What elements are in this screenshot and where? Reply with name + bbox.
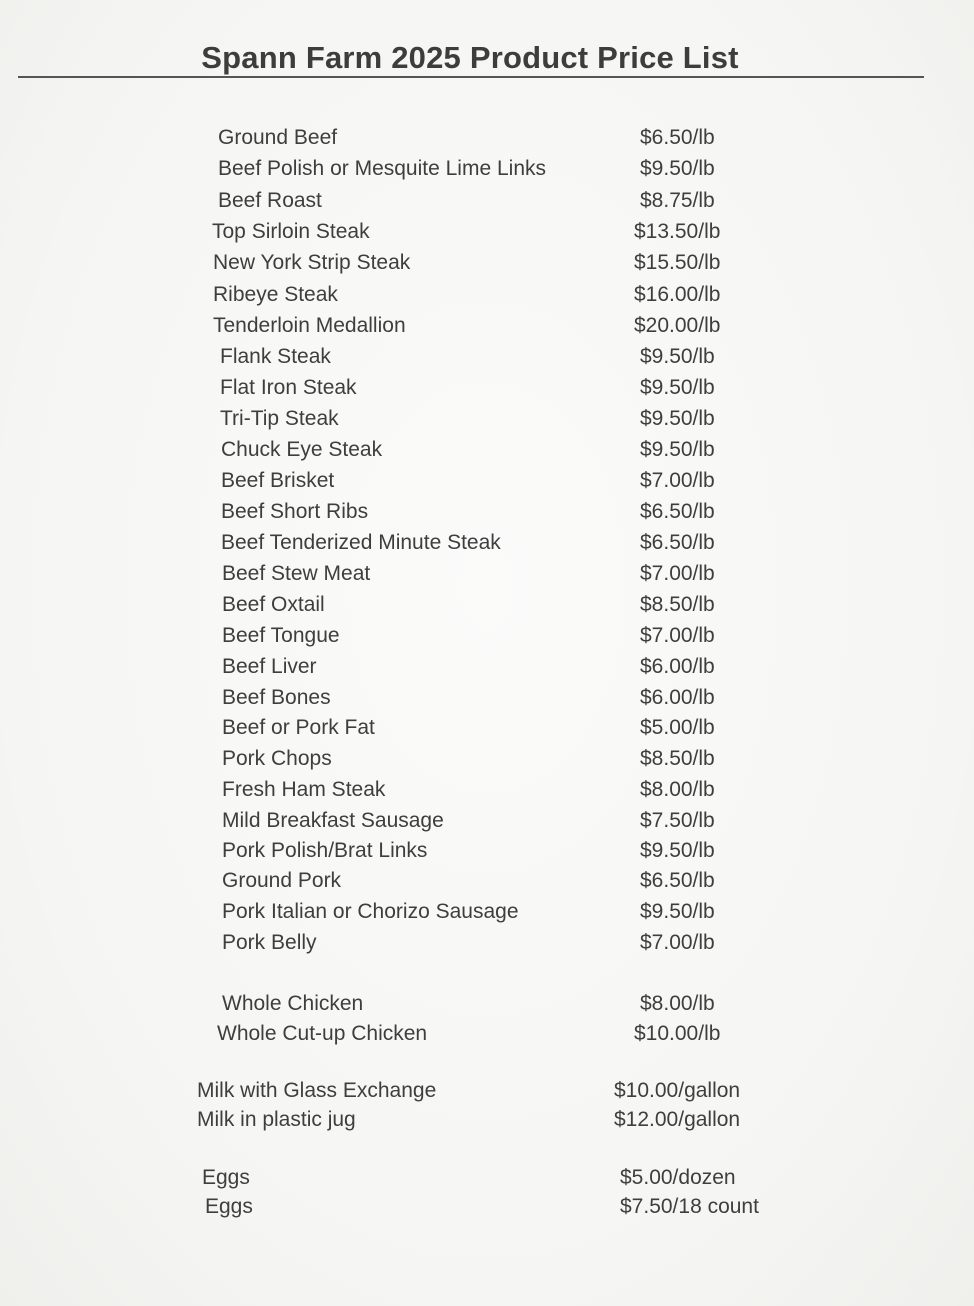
- list-item: [0, 867, 974, 895]
- list-item: [0, 218, 974, 246]
- list-item: [0, 1077, 974, 1105]
- product-price: $20.00/lb: [634, 314, 721, 337]
- list-item: [0, 622, 974, 650]
- list-item: [0, 124, 974, 152]
- product-price: $8.00/lb: [640, 778, 715, 801]
- product-price: $9.50/lb: [640, 407, 715, 430]
- product-name: Ground Beef: [218, 126, 338, 149]
- product-name: Pork Belly: [222, 931, 317, 954]
- product-price: $6.50/lb: [640, 869, 715, 892]
- product-price: $16.00/lb: [634, 283, 721, 306]
- product-price: $15.50/lb: [634, 251, 721, 274]
- product-name: Beef Bones: [222, 686, 331, 709]
- product-price: $7.00/lb: [640, 469, 715, 492]
- list-item: [0, 560, 974, 588]
- list-item: [0, 929, 974, 957]
- product-name: Beef Roast: [218, 189, 322, 212]
- list-item: [0, 312, 974, 340]
- product-name: Whole Cut-up Chicken: [217, 1022, 428, 1045]
- product-price: $9.50/lb: [640, 438, 715, 461]
- product-price: $8.50/lb: [640, 747, 715, 770]
- product-price: $8.00/lb: [640, 992, 715, 1015]
- list-item: [0, 591, 974, 619]
- product-name: Beef Oxtail: [222, 593, 325, 616]
- product-price: $9.50/lb: [640, 157, 715, 180]
- product-name: Pork Chops: [222, 747, 332, 770]
- product-name: Flank Steak: [220, 345, 331, 368]
- product-name: Beef Short Ribs: [221, 500, 369, 523]
- list-item: [0, 837, 974, 865]
- product-name: Milk with Glass Exchange: [197, 1079, 437, 1102]
- product-name: Beef Brisket: [221, 469, 335, 492]
- product-price: $9.50/lb: [640, 376, 715, 399]
- product-name: Ribeye Steak: [213, 283, 338, 306]
- product-price: $5.00/dozen: [620, 1166, 736, 1189]
- product-name: New York Strip Steak: [213, 251, 411, 274]
- list-item: [0, 467, 974, 495]
- list-item: [0, 1020, 974, 1048]
- product-price: $6.50/lb: [640, 500, 715, 523]
- product-price: $7.00/lb: [640, 931, 715, 954]
- product-price: $12.00/gallon: [614, 1108, 741, 1131]
- product-price: $7.00/lb: [640, 624, 715, 647]
- list-item: [0, 1164, 974, 1192]
- product-price: $8.50/lb: [640, 593, 715, 616]
- product-name: Tri-Tip Steak: [220, 407, 339, 430]
- list-item: [0, 1193, 974, 1221]
- product-name: Mild Breakfast Sausage: [222, 809, 444, 832]
- product-name: Chuck Eye Steak: [221, 438, 383, 461]
- product-price: $9.50/lb: [640, 839, 715, 862]
- list-item: [0, 187, 974, 215]
- product-price: $6.50/lb: [640, 531, 715, 554]
- list-item: [0, 990, 974, 1018]
- list-item: [0, 653, 974, 681]
- product-name: Pork Italian or Chorizo Sausage: [222, 900, 519, 923]
- list-item: [0, 405, 974, 433]
- list-item: [0, 776, 974, 804]
- product-price: $6.00/lb: [640, 655, 715, 678]
- product-name: Eggs: [202, 1166, 250, 1189]
- product-price: $10.00/lb: [634, 1022, 721, 1045]
- product-name: Beef Tenderized Minute Steak: [221, 531, 501, 554]
- list-item: [0, 1106, 974, 1134]
- product-name: Beef Tongue: [222, 624, 340, 647]
- product-price: $6.50/lb: [640, 126, 715, 149]
- product-price: $7.00/lb: [640, 562, 715, 585]
- product-price: $7.50/18 count: [620, 1195, 759, 1218]
- product-name: Top Sirloin Steak: [212, 220, 370, 243]
- list-item: [0, 898, 974, 926]
- product-price: $8.75/lb: [640, 189, 715, 212]
- product-name: Ground Pork: [222, 869, 342, 892]
- list-item: [0, 343, 974, 371]
- product-name: Pork Polish/Brat Links: [222, 839, 428, 862]
- list-item: [0, 281, 974, 309]
- page-title: Spann Farm 2025 Product Price List: [201, 40, 739, 75]
- product-name: Beef Polish or Mesquite Lime Links: [218, 157, 546, 180]
- product-price: $13.50/lb: [634, 220, 721, 243]
- list-item: [0, 684, 974, 712]
- product-price: $6.00/lb: [640, 686, 715, 709]
- list-item: [0, 436, 974, 464]
- product-name: Beef Stew Meat: [222, 562, 371, 585]
- product-name: Milk in plastic jug: [197, 1108, 356, 1131]
- product-price: $7.50/lb: [640, 809, 715, 832]
- product-price: $9.50/lb: [640, 345, 715, 368]
- product-name: Eggs: [205, 1195, 253, 1218]
- list-item: [0, 249, 974, 277]
- list-item: [0, 498, 974, 526]
- product-price: $5.00/lb: [640, 716, 715, 739]
- product-name: Beef Liver: [222, 655, 317, 678]
- product-name: Tenderloin Medallion: [213, 314, 406, 337]
- list-item: [0, 155, 974, 183]
- list-item: [0, 745, 974, 773]
- list-item: [0, 529, 974, 557]
- list-item: [0, 714, 974, 742]
- product-price: $10.00/gallon: [614, 1079, 741, 1102]
- product-name: Beef or Pork Fat: [222, 716, 375, 739]
- product-name: Whole Chicken: [222, 992, 364, 1015]
- product-price: $9.50/lb: [640, 900, 715, 923]
- list-item: [0, 807, 974, 835]
- product-name: Flat Iron Steak: [220, 376, 357, 399]
- product-name: Fresh Ham Steak: [222, 778, 386, 801]
- list-item: [0, 374, 974, 402]
